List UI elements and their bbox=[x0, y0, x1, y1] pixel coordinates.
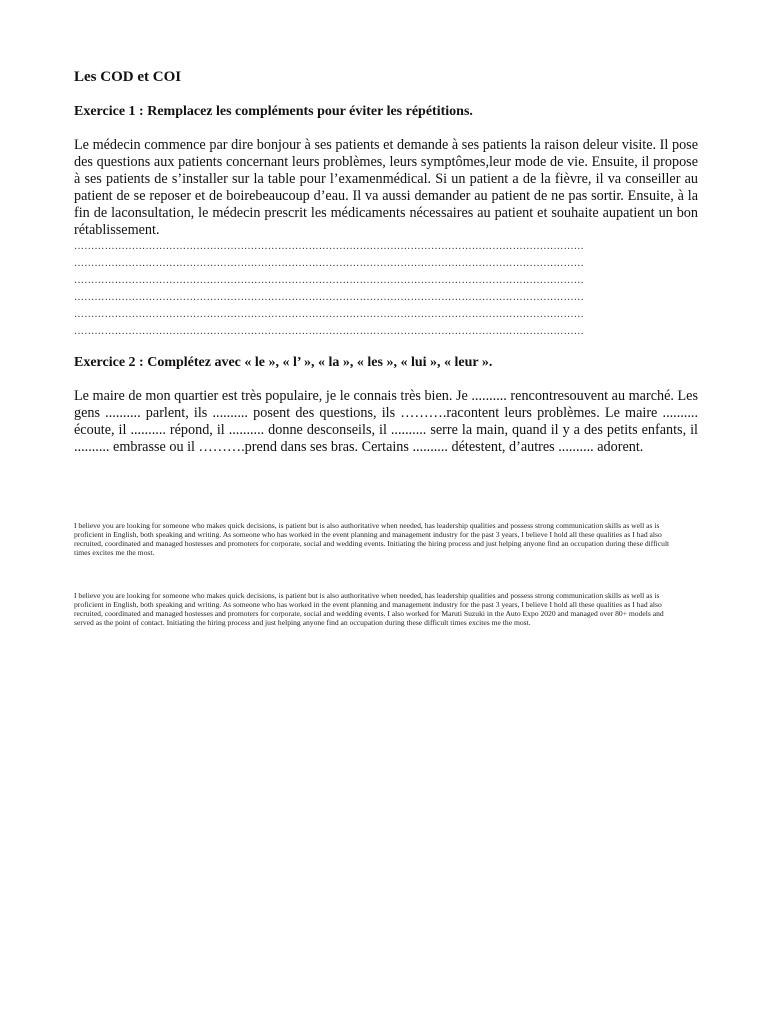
answer-line: …………………………………………………………………………………………………………………………………… bbox=[74, 292, 584, 303]
answer-line: …………………………………………………………………………………………………………………………………… bbox=[74, 275, 584, 286]
exercise-2-text: Le maire de mon quartier est très populaire, je le connais très bien. Je .......... rencontresouvent au marché. Les gens .......... parlent, ils .......... posent des questions, ils ……….racontent leurs problèmes. Le maire .......... écoute, il .......... répond, il .......... donne desconseils, il .......... serre la main, quand il y a des petits enfants, il .......... embrasse ou il ……….prend dans ses bras. Certains .......... détestent, d’autres .......... adorent. bbox=[74, 388, 698, 455]
exercise-2-heading: Exercice 2 : Complétez avec « le », « l’ », « la », « les », « lui », « leur ». bbox=[74, 355, 493, 370]
small-print-paragraph-2: I believe you are looking for someone who makes quick decisions, is patient but is also authoritative when needed, has leadership qualities and possess strong communication skills as well as is proficient in English, both speaking and writing. As someone who has worked in the event planning and management industry for the past 3 years, I believe I hold all these qualities as I had also recruited, coordinated and managed hostesses and promoters for corporate, social and wedding events. I also worked for Maruti Suzuki in the Auto Expo 2020 and managed over 80+ models and served as the point of contact. Initiating the hiring process and just helping anyone find an occupation during these difficult times excites me the most. bbox=[74, 591, 664, 627]
answer-line: …………………………………………………………………………………………………………………………………… bbox=[74, 326, 584, 337]
answer-line: …………………………………………………………………………………………………………………………………… bbox=[74, 309, 584, 320]
document-title: Les COD et COI bbox=[74, 69, 182, 85]
answer-line: …………………………………………………………………………………………………………………………………… bbox=[74, 241, 584, 252]
answer-lines bbox=[74, 238, 654, 340]
small-print-paragraph-1: I believe you are looking for someone who makes quick decisions, is patient but is also authoritative when needed, has leadership qualities and possess strong communication skills as well as is proficient in English, both speaking and writing. As someone who has worked in the event planning and management industry for the past 3 years, I believe I hold all these qualities as I had also recruited, coordinated and managed hostesses and promoters for corporate, social and wedding events. Initiating the hiring process and just helping anyone find an occupation during these difficult times excites me the most. bbox=[74, 521, 670, 557]
exercise-1-text: Le médecin commence par dire bonjour à ses patients et demande à ses patients la raison deleur visite. Il pose des questions aux patients concernant leurs problèmes, leurs symptômes,leur mode de vie. Ensuite, il propose à ses patients de s’installer sur la table pour l’examenmédical. Si un patient a de la fièvre, il va conseiller au patient de se reposer et de boirebeaucoup d’eau. Il va aussi demander au patient de ne pas sortir. Ensuite, à la fin de laconsultation, le médecin prescrit les médicaments nécessaires au patient et souhaite aupatient un bon rétablissement. bbox=[74, 137, 698, 238]
answer-line: …………………………………………………………………………………………………………………………………… bbox=[74, 258, 584, 269]
exercise-1-heading: Exercice 1 : Remplacez les compléments pour éviter les répétitions. bbox=[74, 104, 473, 119]
